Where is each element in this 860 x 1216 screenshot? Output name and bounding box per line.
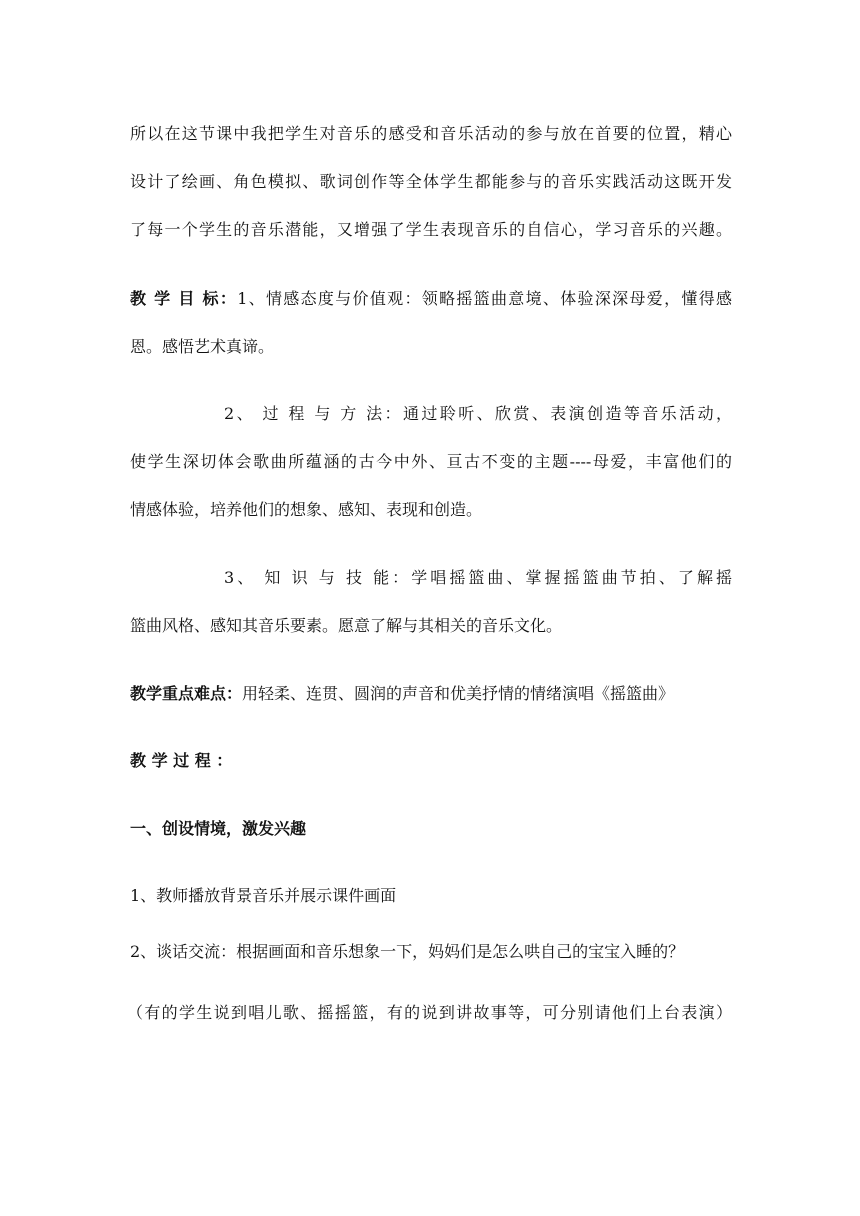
process-note: （有的学生说到唱儿歌、摇摇篮，有的说到讲故事等，可分别请他们上台表演） xyxy=(127,1003,732,1022)
objective-3-line-1: 3、 知 识 与 技 能：学唱摇篮曲、掌握摇篮曲节拍、了解摇 xyxy=(224,568,732,587)
intro-line-3: 了每一个学生的音乐潜能，又增强了学生表现音乐的自信心，学习音乐的兴趣。 xyxy=(130,220,732,239)
process-step-1: 1、教师播放背景音乐并展示课件画面 xyxy=(130,886,397,905)
objective-3-line-2: 篮曲风格、感知其音乐要素。愿意了解与其相关的音乐文化。 xyxy=(130,616,563,635)
objective-2-line-1: 2、 过 程 与 方 法：通过聆听、欣赏、表演创造等音乐活动， xyxy=(224,404,732,423)
key-points-label: 教学重点难点： xyxy=(130,684,243,703)
process-heading: 教 学 过 程 ： xyxy=(130,751,233,770)
section-1-title: 一、创设情境，激发兴趣 xyxy=(130,819,307,838)
intro-line-2: 设计了绘画、角色模拟、歌词创作等全体学生都能参与的音乐实践活动这既开发 xyxy=(130,172,732,191)
intro-line-1: 所以在这节课中我把学生对音乐的感受和音乐活动的参与放在首要的位置，精心 xyxy=(130,124,732,143)
key-points-line xyxy=(130,683,732,705)
objective-1-continuation: 恩。感悟艺术真谛。 xyxy=(130,337,275,356)
key-points-text: 用轻柔、连贯、圆润的声音和优美抒情的情绪演唱《摇篮曲》 xyxy=(242,684,675,703)
objective-2-line-3: 情感体验，培养他们的想象、感知、表现和创造。 xyxy=(130,500,483,519)
objective-2-line-2: 使学生深切体会歌曲所蕴涵的古今中外、亘古不变的主题----母爱，丰富他们的 xyxy=(130,452,732,471)
objectives-line-1 xyxy=(130,288,732,310)
objectives-label: 教 学 目 标： xyxy=(130,289,238,308)
objective-1-text: 1、情感态度与价值观：领略摇篮曲意境、体验深深母爱，懂得感 xyxy=(237,289,732,308)
process-step-2: 2、谈话交流：根据画面和音乐想象一下，妈妈们是怎么哄自己的宝宝入睡的？ xyxy=(130,942,685,961)
